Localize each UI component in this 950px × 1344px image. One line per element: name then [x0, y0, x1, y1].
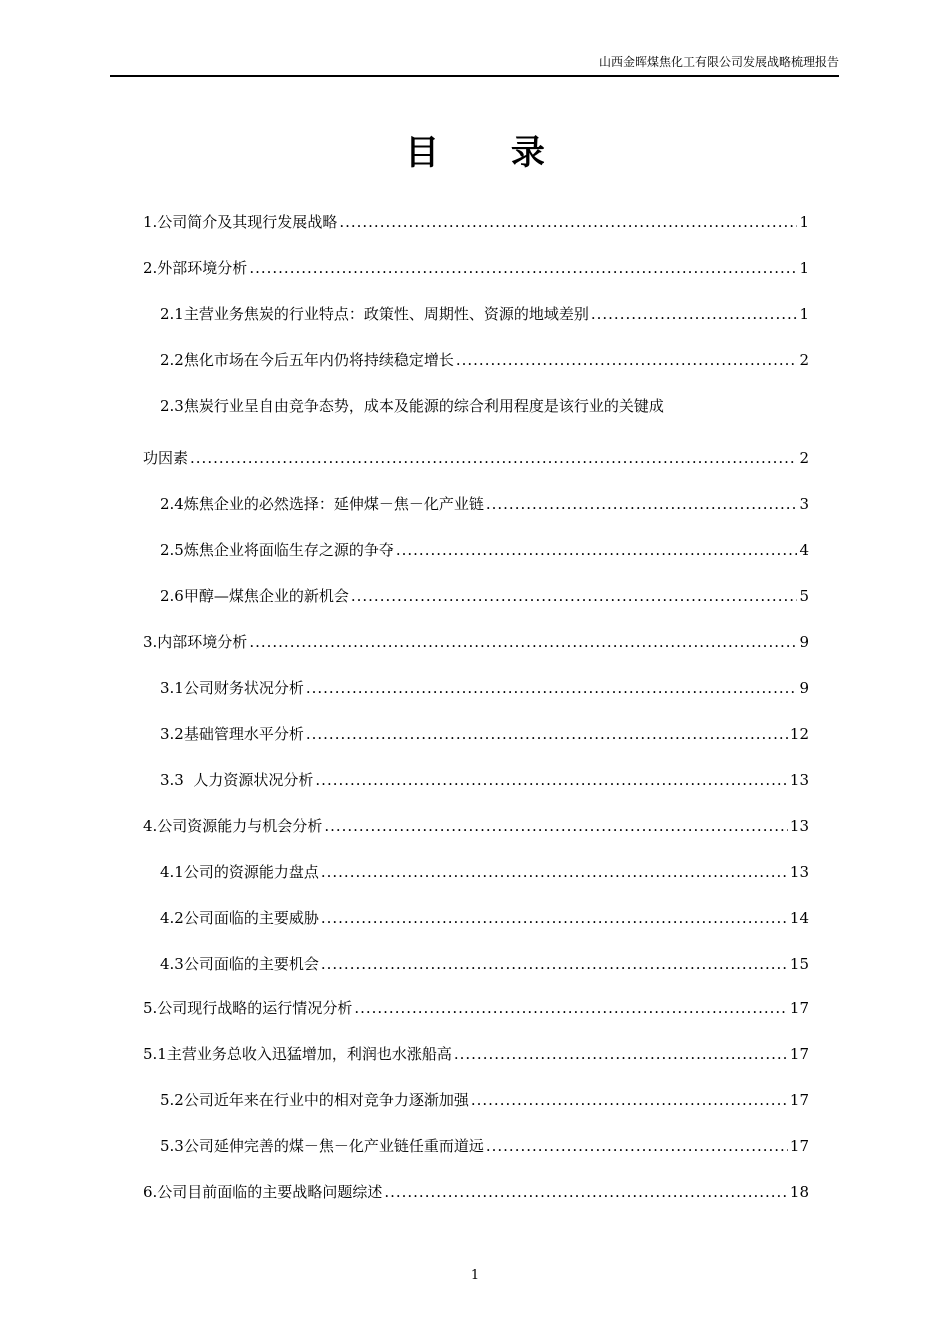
toc-entry-page: 4 — [799, 541, 809, 559]
toc-entry[interactable] — [143, 448, 809, 468]
toc-entry-title: 4.1公司的资源能力盘点 — [160, 863, 319, 881]
toc-leader — [354, 998, 788, 1018]
toc-entry-title: 2.2焦化市场在今后五年内仍将持续稳定增长 — [160, 351, 454, 369]
toc-leader — [321, 954, 788, 974]
toc-entry-title: 4.公司资源能力与机会分析 — [143, 817, 323, 835]
header-rule — [110, 75, 839, 77]
toc-entry-title: 2.1主营业务焦炭的行业特点：政策性、周期性、资源的地域差别 — [160, 305, 589, 323]
toc-entry[interactable] — [160, 678, 809, 698]
page-number: 1 — [470, 1268, 480, 1283]
toc-entry-title: 2.外部环境分析 — [143, 259, 248, 277]
toc-leader — [384, 1182, 788, 1202]
toc-entry-title-line1[interactable]: 2.3焦炭行业呈自由竞争态势，成本及能源的综合利用程度是该行业的关键成 — [160, 397, 664, 415]
toc-entry[interactable] — [143, 1044, 809, 1064]
toc-leader — [249, 632, 797, 652]
toc-entry[interactable] — [160, 770, 809, 790]
toc-entry-page: 13 — [789, 771, 809, 789]
toc-entry-page: 12 — [789, 725, 809, 743]
toc-entry-page: 17 — [789, 1137, 809, 1155]
toc-leader — [456, 350, 798, 370]
toc-leader — [324, 816, 788, 836]
toc-entry[interactable] — [143, 816, 809, 836]
toc-entry-title: 5.1主营业务总收入迅猛增加，利润也水涨船高 — [143, 1045, 452, 1063]
toc-entry-page: 5 — [799, 587, 809, 605]
toc-entry-page: 2 — [799, 351, 809, 369]
toc-leader — [315, 770, 788, 790]
toc-title: 目 录 — [405, 133, 575, 173]
toc-entry[interactable] — [160, 862, 809, 882]
toc-leader — [306, 678, 798, 698]
toc-entry[interactable] — [160, 1090, 809, 1110]
toc-entry-page: 9 — [799, 633, 809, 651]
toc-entry-title: 3.1公司财务状况分析 — [160, 679, 304, 697]
toc-entry[interactable] — [160, 494, 809, 514]
toc-entry[interactable] — [160, 540, 809, 560]
toc-entry-title: 2.6甲醇—煤焦企业的新机会 — [160, 587, 349, 605]
toc-entry[interactable] — [143, 212, 809, 232]
toc-entry-page: 2 — [799, 449, 809, 467]
toc-entry-title: 3.3 人力资源状况分析 — [160, 771, 314, 789]
toc-entry[interactable] — [143, 1182, 809, 1202]
toc-entry-title: 4.3公司面临的主要机会 — [160, 955, 319, 973]
toc-entry-title: 5.2公司近年来在行业中的相对竞争力逐渐加强 — [160, 1091, 469, 1109]
toc-leader — [591, 304, 798, 324]
toc-entry-page: 1 — [799, 259, 809, 277]
toc-entry[interactable] — [160, 304, 809, 324]
toc-entry-page: 1 — [799, 305, 809, 323]
toc-entry[interactable] — [160, 586, 809, 606]
toc-entry[interactable] — [160, 954, 809, 974]
toc-entry[interactable] — [143, 998, 809, 1018]
toc-entry-page: 17 — [789, 1091, 809, 1109]
toc-entry-page: 18 — [789, 1183, 809, 1201]
toc-entry-title: 5.3公司延伸完善的煤－焦－化产业链任重而道远 — [160, 1137, 484, 1155]
toc-leader — [190, 448, 797, 468]
toc-entry-title: 4.2公司面临的主要威胁 — [160, 909, 319, 927]
toc-entry[interactable] — [160, 350, 809, 370]
toc-leader — [454, 1044, 788, 1064]
toc-entry-title: 3.2基础管理水平分析 — [160, 725, 304, 743]
toc-entry[interactable] — [160, 1136, 809, 1156]
toc-entry-title: 5.公司现行战略的运行情况分析 — [143, 999, 353, 1017]
toc-leader — [351, 586, 798, 606]
toc-entry-page: 15 — [789, 955, 809, 973]
toc-entry-page: 14 — [789, 909, 809, 927]
toc-entry-title-continuation: 功因素 — [143, 449, 189, 467]
toc-entry-page: 17 — [789, 1045, 809, 1063]
toc-leader — [486, 1136, 788, 1156]
toc-entry-page: 1 — [799, 213, 809, 231]
toc-entry-page: 13 — [789, 817, 809, 835]
toc-entry-page: 3 — [799, 495, 809, 513]
toc-leader — [321, 862, 788, 882]
toc-entry-page: 17 — [789, 999, 809, 1017]
running-header: 山西金晖煤焦化工有限公司发展战略梳理报告 — [598, 55, 839, 69]
toc-entry-title: 3.内部环境分析 — [143, 633, 248, 651]
toc-entry[interactable] — [143, 258, 809, 278]
toc-leader — [306, 724, 788, 744]
toc-entry-page: 9 — [799, 679, 809, 697]
toc-leader — [321, 908, 788, 928]
toc-entry[interactable] — [160, 724, 809, 744]
toc-leader — [396, 540, 798, 560]
toc-leader — [471, 1090, 788, 1110]
toc-leader — [249, 258, 797, 278]
toc-entry[interactable] — [160, 908, 809, 928]
toc-entry-title: 6.公司目前面临的主要战略问题综述 — [143, 1183, 383, 1201]
toc-entry-title: 2.5炼焦企业将面临生存之源的争夺 — [160, 541, 394, 559]
toc-entry-title: 1.公司简介及其现行发展战略 — [143, 213, 338, 231]
toc-entry-title: 2.4炼焦企业的必然选择：延伸煤－焦－化产业链 — [160, 495, 484, 513]
toc-leader — [486, 494, 798, 514]
toc-leader — [339, 212, 797, 232]
toc-entry[interactable] — [143, 632, 809, 652]
toc-entry-page: 13 — [789, 863, 809, 881]
